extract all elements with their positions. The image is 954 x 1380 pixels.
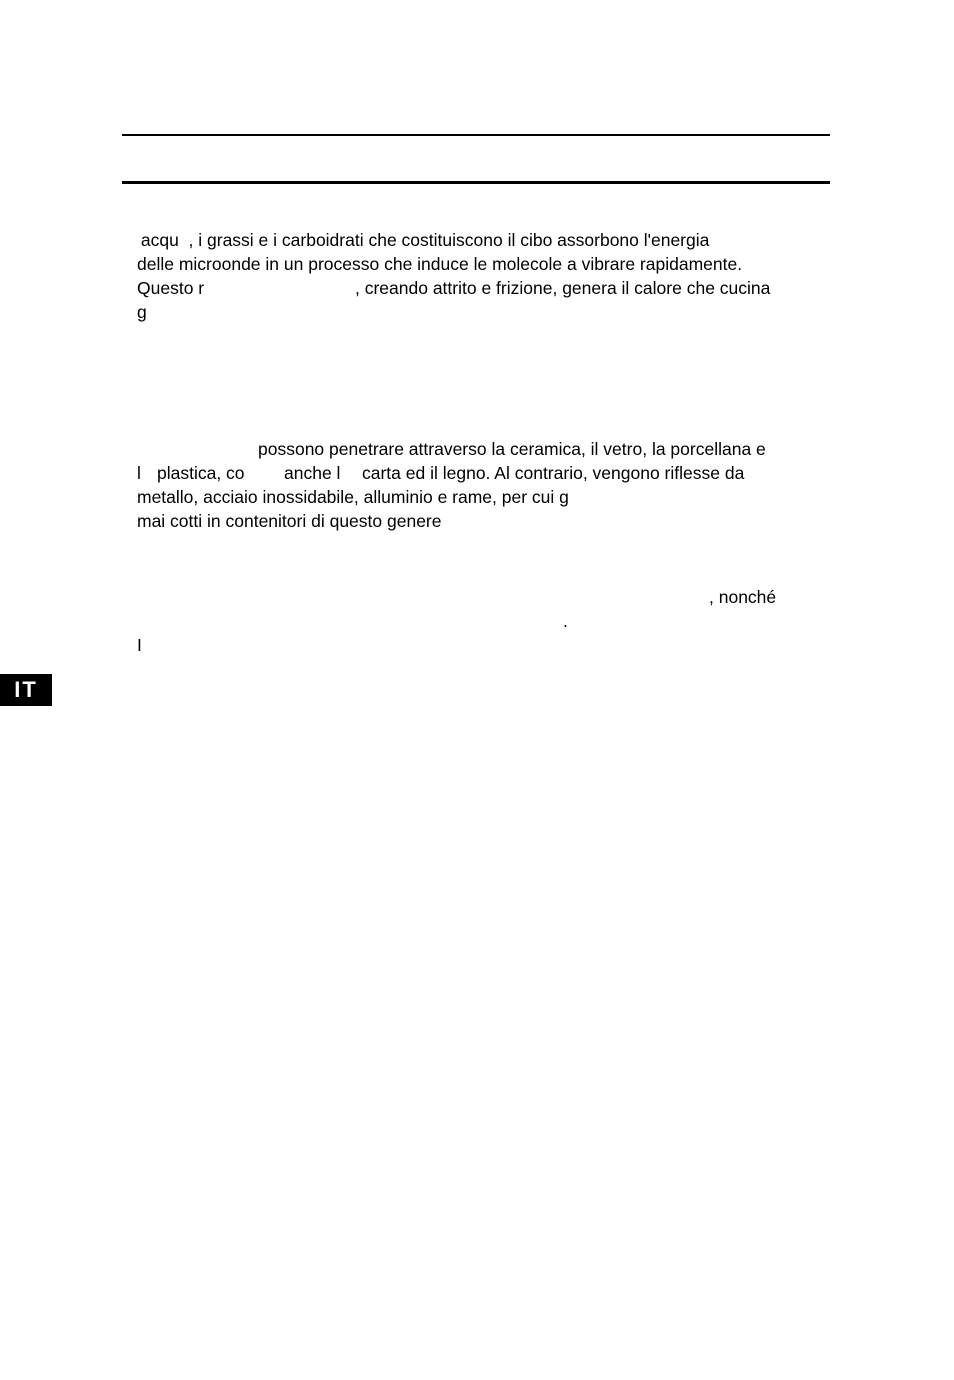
paragraph-3-line-3: I bbox=[137, 635, 142, 655]
paragraph-2-line-1: possono penetrare attraverso la ceramica, il vetro, la porcellana e bbox=[258, 439, 766, 459]
paragraph-1-line-2: delle microonde in un processo che induce le molecole a vibrare rapidamente. bbox=[137, 254, 743, 274]
paragraph-1-line-3a: Questo r bbox=[137, 278, 205, 298]
paragraph-1-line-1: acqu , i grassi e i carboidrati che costituiscono il cibo assorbono l'energia bbox=[136, 230, 710, 250]
paragraph-2-line-2c: anche l bbox=[284, 463, 341, 483]
header-rule-bottom bbox=[122, 181, 830, 184]
paragraph-2-line-2d: carta ed il legno. Al contrario, vengono riflesse da bbox=[362, 463, 745, 483]
paragraph-2-line-4: mai cotti in contenitori di questo genere bbox=[137, 511, 442, 531]
paragraph-3-line-2: . bbox=[563, 611, 568, 631]
paragraph-2-line-2b: plastica, co bbox=[157, 463, 245, 483]
language-badge: IT bbox=[0, 674, 52, 706]
header-rule-top bbox=[122, 134, 830, 136]
paragraph-1-line-4: g bbox=[137, 302, 147, 322]
paragraph-2-line-2a: l bbox=[137, 463, 141, 483]
paragraph-3-line-1: , nonché bbox=[709, 587, 777, 607]
paragraph-1-line-3b: , creando attrito e frizione, genera il calore che cucina bbox=[355, 278, 771, 298]
paragraph-2-line-3: metallo, acciaio inossidabile, alluminio e rame, per cui g bbox=[137, 487, 569, 507]
